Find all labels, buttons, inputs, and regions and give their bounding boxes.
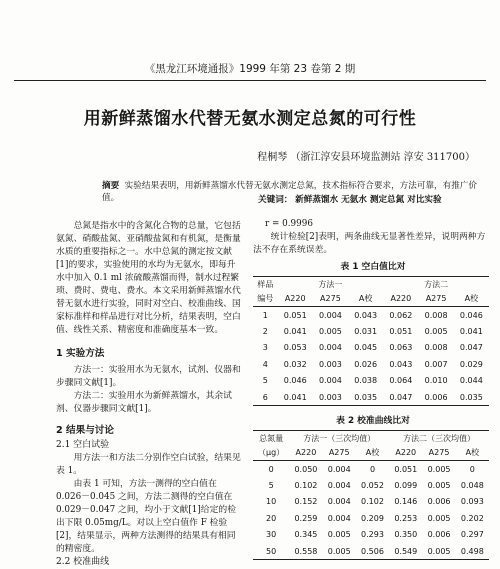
table-cell: 2	[262, 326, 268, 336]
table-cell: 0.005	[427, 480, 451, 490]
table-cell: 0.035	[454, 389, 489, 406]
table-cell: 0.506	[356, 543, 389, 560]
table-cell: 0.051	[394, 464, 418, 474]
table1-body	[253, 307, 489, 406]
table-row	[253, 543, 489, 560]
subsection-heading-calibration: 2.2 校准曲线	[56, 557, 110, 567]
table1-group-one: 方法一	[278, 277, 384, 292]
table-cell: 0.005	[427, 513, 451, 523]
table-cell: 3	[262, 343, 268, 353]
table-cell: 0.004	[327, 497, 351, 507]
left-column	[56, 220, 244, 569]
section-heading-method: 1 实验方法	[56, 348, 105, 359]
table-cell: 0.102	[361, 497, 384, 507]
table-cell: 0	[469, 464, 475, 474]
table-cell: 0.064	[389, 376, 413, 386]
correlation-value: r = 0.9996	[265, 219, 313, 229]
table-cell: 0.005	[318, 326, 342, 336]
table-cell: 0.051	[389, 326, 413, 336]
table-cell: 30	[266, 530, 277, 540]
table-cell: 0.498	[456, 543, 489, 560]
table-row	[253, 461, 489, 478]
table-row	[253, 494, 489, 511]
table-cell: 0.004	[318, 343, 342, 353]
table-cell: 0.102	[294, 480, 318, 490]
calibration-table	[253, 430, 489, 560]
blank-paragraph-2: 由表 1 可知，方法一测得的空白值在 0.026－0.045 之间，方法二测得的空白值在 0.029－0.047 之间，均小于文献[1]给定的检出下限 0.05mg/L。对以上空白值作 F 检验[2]，结果显示，两种方法测得的结果具有相同的精密度。	[56, 479, 236, 554]
table-cell: 0.026	[354, 359, 378, 369]
table-cell: 0.003	[318, 359, 342, 369]
table-cell: 0.005	[323, 543, 356, 560]
table1-col-header: A275	[313, 292, 348, 307]
table-cell: 0.045	[354, 343, 378, 353]
table-row	[253, 323, 489, 340]
table2-caption: 表 2 校准曲线比对	[336, 416, 410, 426]
table1-col-header: A校	[348, 292, 383, 307]
article-title: 用新鲜蒸馏水代替无氨水测定总氮的可行性	[83, 109, 417, 129]
keywords-label: 关键词：	[258, 195, 293, 205]
table2-col-header: A220	[389, 446, 422, 461]
keywords-text: 新鲜蒸馏水 无氨水 测定总氮 对比实验	[295, 195, 442, 205]
table-cell: 0.043	[354, 310, 378, 320]
table-cell: 0.007	[424, 359, 448, 369]
table-row	[253, 307, 489, 324]
table-cell: 0.209	[361, 513, 384, 523]
table-cell: 0.099	[394, 480, 418, 490]
table-row	[253, 373, 489, 390]
table-cell: 0.549	[389, 543, 422, 560]
table2-col-header: A校	[456, 446, 489, 461]
table1-sample-header: 样品	[253, 277, 278, 292]
table-cell: 0.044	[459, 376, 483, 386]
table-cell: 0.031	[354, 326, 378, 336]
abstract-text: 实验结果表明，用新鲜蒸馏水代替无氨水测定总氮，技术指标符合要求，方法可靠，有推广价值。	[102, 181, 478, 203]
table-cell: 0.008	[424, 310, 448, 320]
table2-group-two: 方法二（三次均值）	[389, 431, 489, 446]
author-affiliation: 程桐琴 （浙江淳安县环境监测站 淳安 311700）	[257, 152, 475, 163]
abstract-label: 摘要	[102, 181, 120, 191]
table-cell: 0.152	[294, 497, 318, 507]
table1-number-header: 编号	[253, 292, 278, 307]
table-row	[253, 389, 489, 406]
table-cell: 4	[262, 359, 268, 369]
intro-paragraph: 总氮是指水中的含氮化合物的总量，它包括氨氮、硝酸盐氮、亚硝酸盐氮和有机氮，是衡量水质的重要指标之一。水中总氮的测定按文献[1]的要求，实验使用的水均为无氨水，即每升水中加入 0.1 ml 浓硫酸蒸馏而得，制水过程繁琐、费时、费电、费水。本文采用新鲜蒸馏水代替无氨水进行实验，同时对空白、校准曲线、国家标准样和样品进行对比分析，结果表明，空白值、线性关系、精密度和准确度基本一致。	[56, 221, 241, 335]
table1-group-two: 方法二	[383, 277, 489, 292]
table-cell: 0.046	[283, 376, 307, 386]
table-cell: 0.047	[459, 343, 483, 353]
table-cell: 0.043	[389, 359, 413, 369]
table-cell: 0.041	[459, 326, 483, 336]
table2-group-one: 方法一（三次均值）	[289, 431, 389, 446]
table-cell: 0.293	[361, 530, 384, 540]
table-cell: 0.297	[460, 530, 484, 540]
table2-col-header: A275	[422, 446, 455, 461]
table-cell: 0.052	[361, 480, 384, 490]
table-cell: 0.350	[394, 530, 418, 540]
table-cell: 0.005	[424, 326, 448, 336]
table-row	[253, 356, 489, 373]
table-row	[253, 477, 489, 494]
table-cell: 5	[262, 376, 268, 386]
table-cell: 0.008	[424, 343, 448, 353]
table1-caption: 表 1 空白值比对	[340, 262, 406, 272]
table-cell: 6	[253, 389, 278, 406]
table-cell: 0.006	[427, 530, 451, 540]
significance-paragraph: 统计检验[2]表明，两条曲线无显著性差异，说明两种方法不存在系统误差。	[253, 232, 486, 255]
table-cell: 0.041	[283, 326, 307, 336]
table-cell: 0.051	[283, 310, 307, 320]
table-cell: 0.035	[348, 389, 383, 406]
table-cell: 5	[268, 480, 274, 490]
table-cell: 0.093	[460, 497, 484, 507]
table-cell: 1	[262, 310, 268, 320]
table-cell: 0.046	[459, 310, 483, 320]
journal-header: 《黑龙江环境通报》1999 年第 23 卷第 2 期	[144, 63, 356, 75]
table-cell: 0	[369, 464, 376, 474]
table2-col-header: A校	[356, 446, 389, 461]
table-cell: 0.259	[294, 513, 318, 523]
table-cell: 0.202	[460, 513, 484, 523]
table-cell: 0.063	[389, 343, 413, 353]
table-cell: 0.048	[460, 480, 484, 490]
table-cell: 0.345	[294, 530, 318, 540]
table-cell: 0.006	[418, 389, 453, 406]
table-cell: 20	[266, 513, 277, 523]
table-cell: 10	[266, 497, 277, 507]
table-cell: 0.005	[422, 543, 455, 560]
table-cell: 0.253	[394, 513, 418, 523]
table-row	[253, 527, 489, 544]
table-cell: 0.004	[327, 513, 351, 523]
table-cell: 0.006	[427, 497, 451, 507]
table-row	[253, 510, 489, 527]
table-cell: 0	[268, 464, 274, 474]
blank-value-table	[253, 276, 489, 406]
table1-col-header: A校	[454, 292, 489, 307]
table-cell: 0.558	[289, 543, 322, 560]
table-row	[253, 340, 489, 357]
right-column	[253, 218, 493, 560]
table-cell: 0.041	[278, 389, 313, 406]
table2-n-header: 总氮量	[253, 431, 289, 446]
method-two: 方法二：实验用水为新鲜蒸馏水，其余试剂、仪器步骤同文献[1]。	[56, 391, 232, 414]
table-cell: 0.053	[283, 343, 307, 353]
table-cell: 50	[253, 543, 289, 560]
table1-col-header: A220	[278, 292, 313, 307]
table2-col-header: A220	[289, 446, 322, 461]
table-cell: 0.003	[313, 389, 348, 406]
table-cell: 0.032	[283, 359, 307, 369]
table-cell: 0.004	[318, 376, 342, 386]
header-rule	[14, 80, 486, 81]
table-cell: 0.004	[318, 310, 342, 320]
table2-unit-header: （μg）	[253, 446, 289, 461]
table-cell: 0.047	[383, 389, 418, 406]
subsection-heading-blank: 2.1 空白试验	[56, 440, 110, 450]
keywords	[258, 193, 488, 205]
table-cell: 0.038	[354, 376, 378, 386]
table1-col-header: A220	[383, 292, 418, 307]
table1-col-header: A275	[418, 292, 453, 307]
table-cell: 0.004	[327, 480, 351, 490]
table-cell: 0.050	[294, 464, 318, 474]
table-cell: 0.010	[424, 376, 448, 386]
table2-body	[253, 461, 489, 560]
table-cell: 0.005	[427, 464, 451, 474]
method-one: 方法一：实验用水为无氨水，试剂、仪器和步骤同文献[1]。	[56, 365, 241, 388]
section-heading-results: 2 结果与讨论	[56, 425, 114, 436]
table-cell: 0.062	[389, 310, 413, 320]
table-cell: 0.005	[327, 530, 351, 540]
table2-col-header: A275	[323, 446, 356, 461]
table-cell: 0.029	[459, 359, 483, 369]
table-cell: 0.146	[394, 497, 418, 507]
table-cell: 0.004	[327, 464, 351, 474]
blank-paragraph-1: 用方法一和方法二分别作空白试验，结果见表 1。	[56, 453, 241, 476]
